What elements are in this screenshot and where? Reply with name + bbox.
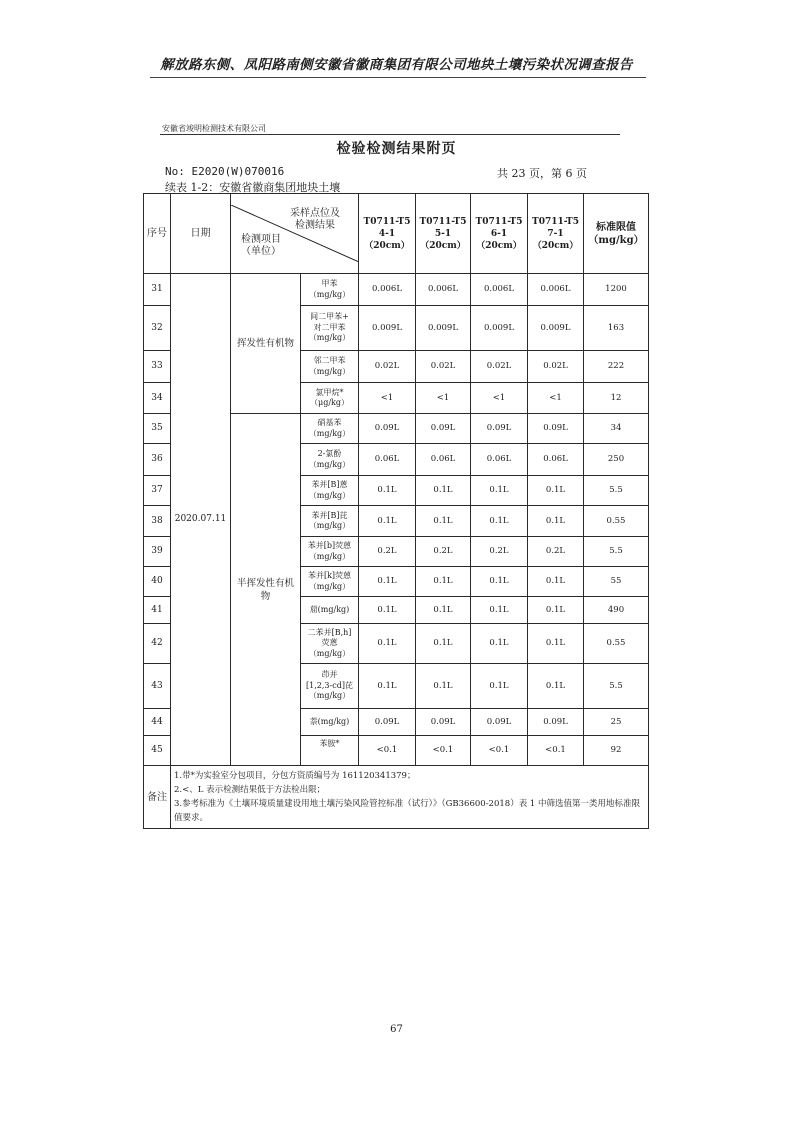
analyte-name: 萘(mg/kg) — [301, 709, 359, 736]
header-sampling-points: 采样点位及 检测结果 — [290, 208, 340, 231]
analyte-name: 茚并 [1,2,3-cd]芘 （mg/kg） — [301, 664, 359, 709]
result-7-1: 0.02L — [528, 351, 584, 383]
row-number: 37 — [144, 476, 171, 506]
result-4-1: 0.009L — [359, 306, 416, 351]
result-5-1: 0.2L — [416, 537, 471, 567]
header-sample-7-1: T0711-T5 7-1 （20cm） — [528, 194, 584, 274]
standard-limit: 0.55 — [584, 506, 649, 537]
result-4-1: 0.02L — [359, 351, 416, 383]
standard-limit: 25 — [584, 709, 649, 736]
header-standard-limit: 标准限值 （mg/kg） — [584, 194, 649, 274]
page-info: 共 23 页，第 6 页 — [497, 167, 587, 180]
standard-limit: 92 — [584, 736, 649, 766]
result-7-1: 0.1L — [528, 476, 584, 506]
result-5-1: 0.006L — [416, 274, 471, 306]
result-6-1: 0.09L — [471, 709, 528, 736]
analyte-name: 苯并[b]荧蒽 （mg/kg） — [301, 537, 359, 567]
result-5-1: 0.09L — [416, 414, 471, 444]
result-6-1: <0.1 — [471, 736, 528, 766]
result-4-1: 0.06L — [359, 444, 416, 476]
result-7-1: 0.09L — [528, 709, 584, 736]
header-sample-6-1: T0711-T5 6-1 （20cm） — [471, 194, 528, 274]
row-number: 34 — [144, 383, 171, 414]
result-6-1: 0.009L — [471, 306, 528, 351]
result-7-1: 0.006L — [528, 274, 584, 306]
result-4-1: 0.1L — [359, 476, 416, 506]
company-name: 安徽省竣明检测技术有限公司 — [162, 124, 266, 133]
result-6-1: 0.06L — [471, 444, 528, 476]
header-rule — [150, 77, 646, 78]
result-5-1: <0.1 — [416, 736, 471, 766]
table-header-row — [144, 194, 649, 274]
note-line: 2.<、L 表示检测结果低于方法检出限； — [174, 785, 326, 795]
result-6-1: 0.006L — [471, 274, 528, 306]
result-7-1: 0.009L — [528, 306, 584, 351]
standard-limit: 5.5 — [584, 664, 649, 709]
row-number: 36 — [144, 444, 171, 476]
analyte-category-volatile: 挥发性有机物 — [231, 274, 301, 414]
result-5-1: 0.02L — [416, 351, 471, 383]
standard-limit: 34 — [584, 414, 649, 444]
result-4-1: 0.1L — [359, 624, 416, 664]
row-number: 44 — [144, 709, 171, 736]
notes-label: 备注 — [144, 766, 171, 829]
row-number: 41 — [144, 597, 171, 624]
analyte-name: 2-氯酚 （mg/kg） — [301, 444, 359, 476]
result-7-1: 0.1L — [528, 567, 584, 597]
result-4-1: 0.1L — [359, 567, 416, 597]
note-line: 3.参考标准为《土壤环境质量建设用地土壤污染风险管控标准（试行）》（GB36600-2018）表 1 中筛选值第一类用地标准限值要求。 — [174, 799, 641, 823]
result-4-1: 0.1L — [359, 506, 416, 537]
table-row — [144, 274, 649, 306]
result-4-1: 0.09L — [359, 414, 416, 444]
analyte-category-semivolatile: 半挥发性有机物 — [231, 414, 301, 766]
analyte-name: 硝基苯 （mg/kg） — [301, 414, 359, 444]
row-number: 43 — [144, 664, 171, 709]
result-6-1: 0.1L — [471, 597, 528, 624]
company-rule — [160, 134, 620, 135]
result-4-1: <0.1 — [359, 736, 416, 766]
result-5-1: 0.06L — [416, 444, 471, 476]
result-5-1: 0.1L — [416, 664, 471, 709]
analyte-name: 苯胺* — [301, 736, 359, 766]
result-7-1: 0.1L — [528, 624, 584, 664]
analyte-name: 邻二甲苯 （mg/kg） — [301, 351, 359, 383]
result-5-1: 0.1L — [416, 597, 471, 624]
results-table — [143, 193, 649, 829]
result-6-1: <1 — [471, 383, 528, 414]
header-diagonal-cell — [231, 194, 359, 274]
result-7-1: 0.1L — [528, 664, 584, 709]
standard-limit: 1200 — [584, 274, 649, 306]
row-number: 32 — [144, 306, 171, 351]
note-line: 1.带*为实验室分包项目，分包方资质编号为 161120341379； — [174, 771, 416, 781]
row-number: 40 — [144, 567, 171, 597]
standard-limit: 55 — [584, 567, 649, 597]
report-running-header: 解放路东侧、凤阳路南侧安徽省徽商集团有限公司地块土壤污染状况调查报告 — [160, 57, 633, 73]
analyte-name: 䓛(mg/kg) — [301, 597, 359, 624]
result-5-1: 0.1L — [416, 476, 471, 506]
result-7-1: <1 — [528, 383, 584, 414]
row-number: 33 — [144, 351, 171, 383]
header-no: 序号 — [144, 194, 171, 274]
notes-content — [171, 766, 649, 829]
analyte-name: 间二甲苯+ 对二甲苯 （mg/kg） — [301, 306, 359, 351]
result-7-1: 0.2L — [528, 537, 584, 567]
standard-limit: 5.5 — [584, 476, 649, 506]
analyte-name: 甲苯 （mg/kg） — [301, 274, 359, 306]
row-number: 42 — [144, 624, 171, 664]
result-4-1: 0.1L — [359, 664, 416, 709]
standard-limit: 163 — [584, 306, 649, 351]
result-6-1: 0.1L — [471, 506, 528, 537]
result-6-1: 0.02L — [471, 351, 528, 383]
analyte-name: 苯并[k]荧蒽 （mg/kg） — [301, 567, 359, 597]
analyte-name: 二苯并[B,h] 荧蒽 （mg/kg） — [301, 624, 359, 664]
result-6-1: 0.1L — [471, 567, 528, 597]
diagonal-header — [231, 205, 359, 262]
result-4-1: 0.1L — [359, 597, 416, 624]
result-6-1: 0.09L — [471, 414, 528, 444]
analyte-name: 氯甲烷* （μg/kg） — [301, 383, 359, 414]
header-test-item: 检测项目 （单位） — [241, 234, 281, 257]
standard-limit: 222 — [584, 351, 649, 383]
result-7-1: <0.1 — [528, 736, 584, 766]
page-number: 67 — [390, 1024, 403, 1035]
result-6-1: 0.1L — [471, 476, 528, 506]
table-caption: 续表 1-2：安徽省徽商集团地块土壤 — [165, 181, 341, 194]
header-sample-4-1: T0711-T5 4-1 （20cm） — [359, 194, 416, 274]
result-6-1: 0.2L — [471, 537, 528, 567]
result-7-1: 0.1L — [528, 506, 584, 537]
result-5-1: 0.1L — [416, 567, 471, 597]
row-number: 38 — [144, 506, 171, 537]
standard-limit: 0.55 — [584, 624, 649, 664]
header-sample-5-1: T0711-T5 5-1 （20cm） — [416, 194, 471, 274]
result-5-1: <1 — [416, 383, 471, 414]
standard-limit: 490 — [584, 597, 649, 624]
row-number: 39 — [144, 537, 171, 567]
result-4-1: 0.2L — [359, 537, 416, 567]
result-5-1: 0.1L — [416, 624, 471, 664]
result-6-1: 0.1L — [471, 624, 528, 664]
result-5-1: 0.1L — [416, 506, 471, 537]
standard-limit: 5.5 — [584, 537, 649, 567]
row-number: 31 — [144, 274, 171, 306]
row-number: 45 — [144, 736, 171, 766]
row-number: 35 — [144, 414, 171, 444]
result-5-1: 0.09L — [416, 709, 471, 736]
result-7-1: 0.06L — [528, 444, 584, 476]
header-date: 日期 — [171, 194, 231, 274]
notes-row — [144, 766, 649, 829]
result-7-1: 0.1L — [528, 597, 584, 624]
result-4-1: <1 — [359, 383, 416, 414]
result-4-1: 0.09L — [359, 709, 416, 736]
analyte-name: 苯并[B]芘 （mg/kg） — [301, 506, 359, 537]
page-title: 检验检测结果附页 — [336, 141, 457, 157]
result-5-1: 0.009L — [416, 306, 471, 351]
result-4-1: 0.006L — [359, 274, 416, 306]
standard-limit: 12 — [584, 383, 649, 414]
report-number: No: E2020(W)070016 — [165, 165, 285, 178]
analyte-name: 苯并[B]蒽 （mg/kg） — [301, 476, 359, 506]
sample-date: 2020.07.11 — [171, 274, 231, 766]
result-6-1: 0.1L — [471, 664, 528, 709]
standard-limit: 250 — [584, 444, 649, 476]
result-7-1: 0.09L — [528, 414, 584, 444]
